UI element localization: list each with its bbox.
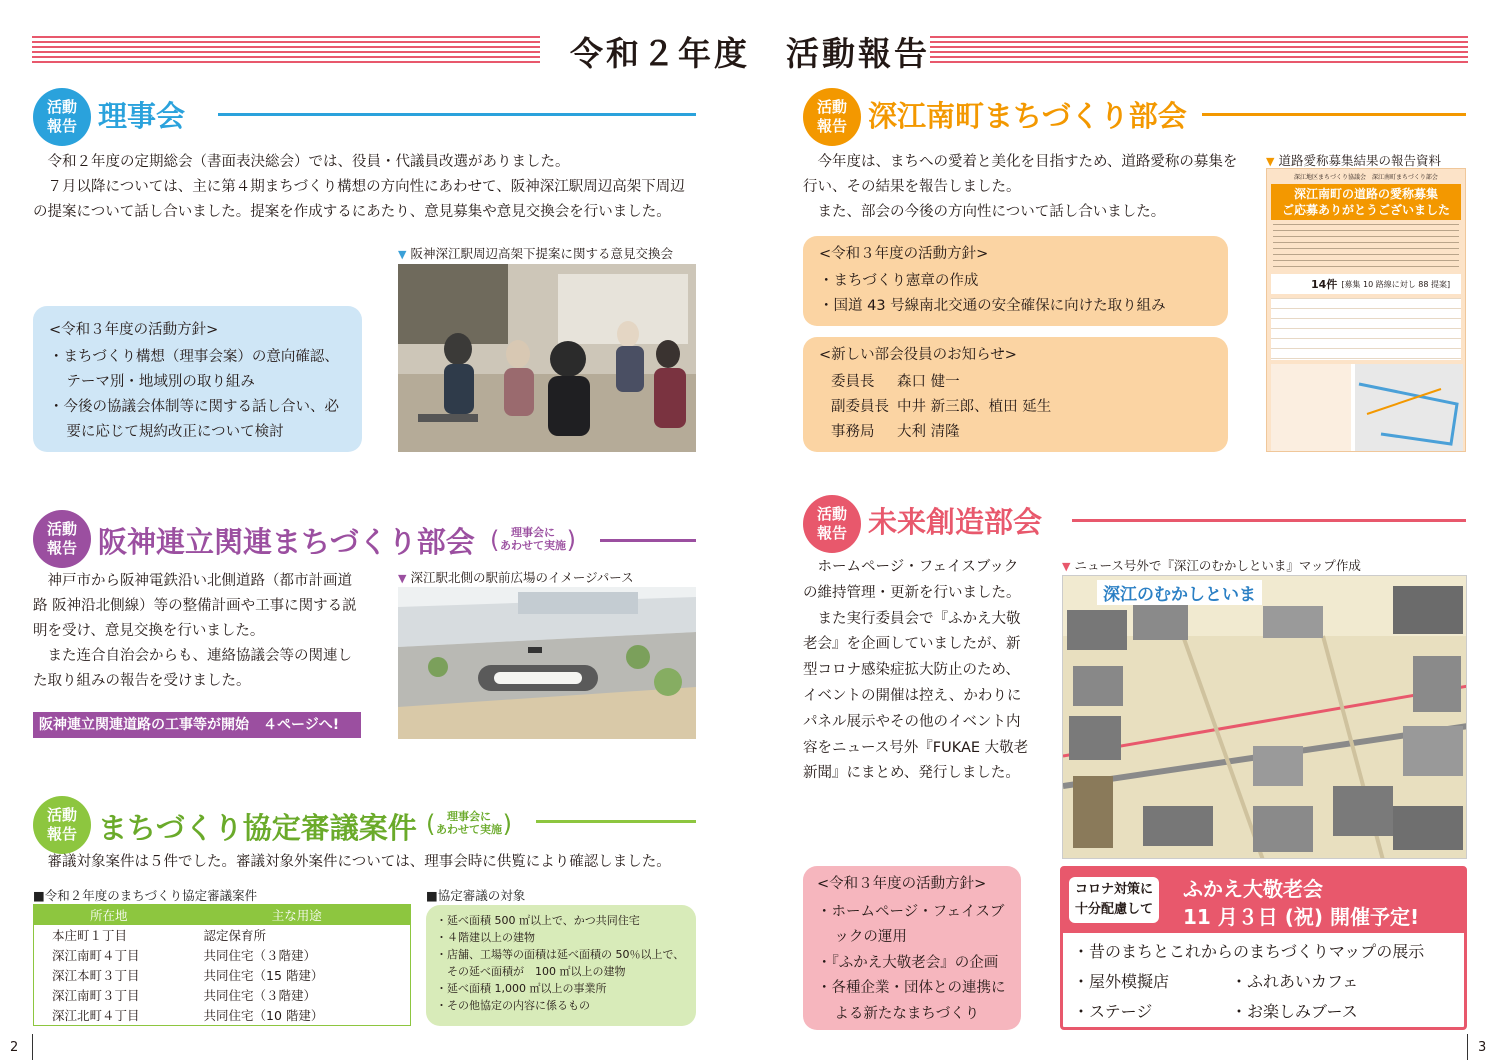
- activity-badge: 活動 報告: [803, 88, 861, 146]
- target-item: ・４階建以上の建物: [436, 931, 535, 944]
- section-rule: [218, 113, 696, 116]
- policy-item: ・今後の協議会体制等に関する話し合い、必要に応じて規約改正について検討: [49, 399, 339, 440]
- officers-box: <新しい部会役員のお知らせ> 委員長 森口 健一 副委員長 中井 新三郎、植田 延生 事務局 大利 清隆: [803, 337, 1228, 452]
- table-header: 所在地: [89, 907, 128, 923]
- kyotei-table: [33, 904, 411, 1026]
- target-item: ・その他協定の内容に係るもの: [436, 999, 590, 1012]
- road-name-document: 深江地区まちづくり協議会 深江南町まちづくり部会 深江南町の道路の愛称募集 ご応募ありがとうございました 14件 [募集 10 路線に対し 88 提案]: [1266, 168, 1466, 452]
- event-title: ふかえ大敬老会: [1183, 877, 1323, 901]
- policy-item: ・各種企業・団体との連携による新たなまちづくり: [817, 980, 1006, 1022]
- title-stripes-right: [930, 36, 1468, 64]
- policy-item: ・国道 43 号線南北交通の安全確保に向けた取り組み: [819, 298, 1166, 314]
- kyotei-intro: 審議対象案件は５件でした。審議対象外案件については、理事会時に供覧により確認しました。: [47, 854, 671, 870]
- page-number-right: 3: [1478, 1040, 1487, 1055]
- target-item: ・延べ面積 500 ㎡以上で、かつ共同住宅: [436, 914, 640, 927]
- section-note: ( 理事会に あわせて実施 ): [500, 526, 566, 552]
- event-date: 11 月３日 (祝) 開催予定!: [1183, 905, 1420, 929]
- doc-caption: ▼ 道路愛称募集結果の報告資料: [1266, 153, 1441, 168]
- activity-badge: 活動 報告: [33, 510, 91, 568]
- target-item: その延べ面積が 100 ㎡以上の建物: [436, 965, 626, 978]
- event-item: ・屋外模擬店: [1073, 972, 1170, 991]
- policy-item: ・ホームページ・フェイスブックの運用: [817, 903, 1005, 945]
- target-caption: ■協定審議の対象: [426, 888, 526, 903]
- event-item: ・ふれあいカフェ: [1231, 972, 1359, 991]
- policy-item: ・『ふかえ大敬老会』の企画: [817, 954, 999, 971]
- page-number-left: 2: [10, 1040, 19, 1055]
- mirai-body: ホームページ・フェイスブックの維持管理・更新を行いました。 また実行委員会で『ふかえ大敬老会』を企画していましたが、新型コロナ感染症拡大防止のため、イベントの開催は控え、かわりにパネル展示やその他のイベント内容をニュース号外『FUKAE 大敬老新聞』にまとめ、発行しました。: [803, 559, 1029, 782]
- activity-badge: 活動 報告: [33, 796, 91, 854]
- section-title-mirai: 未来創造部会: [868, 505, 1043, 539]
- section-rule: [536, 820, 696, 823]
- section-rule: [600, 539, 696, 542]
- event-item: ・ステージ: [1073, 1002, 1153, 1021]
- meeting-photo: [398, 264, 696, 452]
- section-title-rijikai: 理事会: [98, 99, 186, 133]
- section-note: ( 理事会に あわせて実施 ): [436, 810, 502, 836]
- event-item: ・お楽しみブース: [1231, 1002, 1358, 1021]
- officer-row: 副委員長 中井 新三郎、植田 延生: [831, 399, 1052, 415]
- mirai-policy-box: <令和３年度の活動方針> ・ホームページ・フェイスブックの運用 ・『ふかえ大敬老会』の企画 ・各種企業・団体との連携による新たなまちづくり: [803, 866, 1021, 1030]
- activity-badge: 活動 報告: [803, 495, 861, 553]
- table-row: 深江南町４丁目 共同住宅（３階建）: [52, 947, 317, 963]
- rijikai-body: 令和２年度の定期総会（書面表決総会）では、役員・代議員改選がありました。 ７月以降については、主に第４期まちづくり構想の方向性にあわせて、阪神深江駅周辺高架下周辺の提案について話し合いました。提案を作成するにあたり、意見募集や意見交換会を行いました。: [33, 154, 685, 220]
- target-item: ・店舗、工場等の面積は延べ面積の 50％以上で、: [436, 948, 685, 961]
- table-row: 深江本町３丁目 共同住宅（15 階建）: [52, 967, 324, 983]
- activity-badge: 活動 報告: [33, 88, 91, 146]
- minami-policy-box: <令和３年度の活動方針> ・まちづくり憲章の作成 ・国道 43 号線南北交通の安全確保に向けた取り組み: [803, 236, 1228, 326]
- station-plaza-image: [398, 587, 696, 739]
- table-row: 深江北町４丁目 共同住宅（10 階建）: [52, 1007, 324, 1023]
- minami-body: 今年度は、まちへの愛着と美化を目指すため、道路愛称の募集を行い、その結果を報告しました。 また、部会の今後の方向性について話し合いました。: [803, 154, 1238, 220]
- section-title-hanshin: 阪神連立関連まちづくり部会: [98, 525, 475, 559]
- table-header: 主な用途: [271, 907, 322, 923]
- table-caption: ■令和２年度のまちづくり協定審議案件: [33, 888, 258, 903]
- table-row: 深江南町３丁目 共同住宅（３階建）: [52, 987, 317, 1003]
- page-title: 令和２年度 活動報告: [570, 34, 930, 73]
- hanshin-body: 神戸市から阪神電鉄沿い北側道路（都市計画道路 阪神沿北側線）等の整備計画や工事に関する説明を受け、意見交換を行いました。 また连合自治会からも、連絡協議会等の関連した取り組みの報告を受けました。: [33, 573, 357, 689]
- event-tag: コロナ対策に 十分配慮して: [1069, 877, 1159, 923]
- table-row: 本庄町１丁目 認定保育所: [52, 927, 267, 943]
- hanshin-link-banner[interactable]: 阪神連立関連道路の工事等が開始 ４ページへ!: [33, 712, 361, 738]
- page-divider-left: [32, 1034, 33, 1060]
- rijikai-policy-box: <令和３年度の活動方針> ・まちづくり構想（理事会案）の意向確認、テーマ別・地域別の取り組み ・今後の協議会体制等に関する話し合い、必要に応じて規約改正について検討: [33, 306, 362, 452]
- map-caption: ▼ ニュース号外で『深江のむかしといま』マップ作成: [1062, 558, 1361, 573]
- page-divider-right: [1467, 1034, 1468, 1060]
- section-rule: [1202, 113, 1466, 116]
- kyotei-target-box: [426, 905, 696, 1026]
- target-item: ・延べ面積 1,000 ㎡以上の事業所: [436, 982, 607, 995]
- title-stripes-left: [32, 36, 540, 64]
- policy-item: ・まちづくり憲章の作成: [819, 273, 979, 289]
- event-panel: [1060, 866, 1467, 1030]
- section-title-kyotei: まちづくり協定審議案件: [98, 811, 417, 845]
- section-rule: [1072, 519, 1466, 522]
- photo-caption: ▼ 深江駅北側の駅前広場のイメージパース: [398, 570, 634, 585]
- event-item: ・昔のまちとこれからのまちづくりマップの展示: [1073, 942, 1425, 961]
- history-map: 深江のむかしといま: [1062, 575, 1467, 859]
- photo-caption: ▼ 阪神深江駅周辺高架下提案に関する意見交換会: [398, 246, 673, 261]
- policy-item: ・まちづくり構想（理事会案）の意向確認、テーマ別・地域別の取り組み: [49, 349, 339, 390]
- section-title-minami: 深江南町まちづくり部会: [868, 99, 1187, 133]
- officer-row: 委員長 森口 健一: [831, 374, 960, 390]
- officer-row: 事務局 大利 清隆: [831, 424, 960, 440]
